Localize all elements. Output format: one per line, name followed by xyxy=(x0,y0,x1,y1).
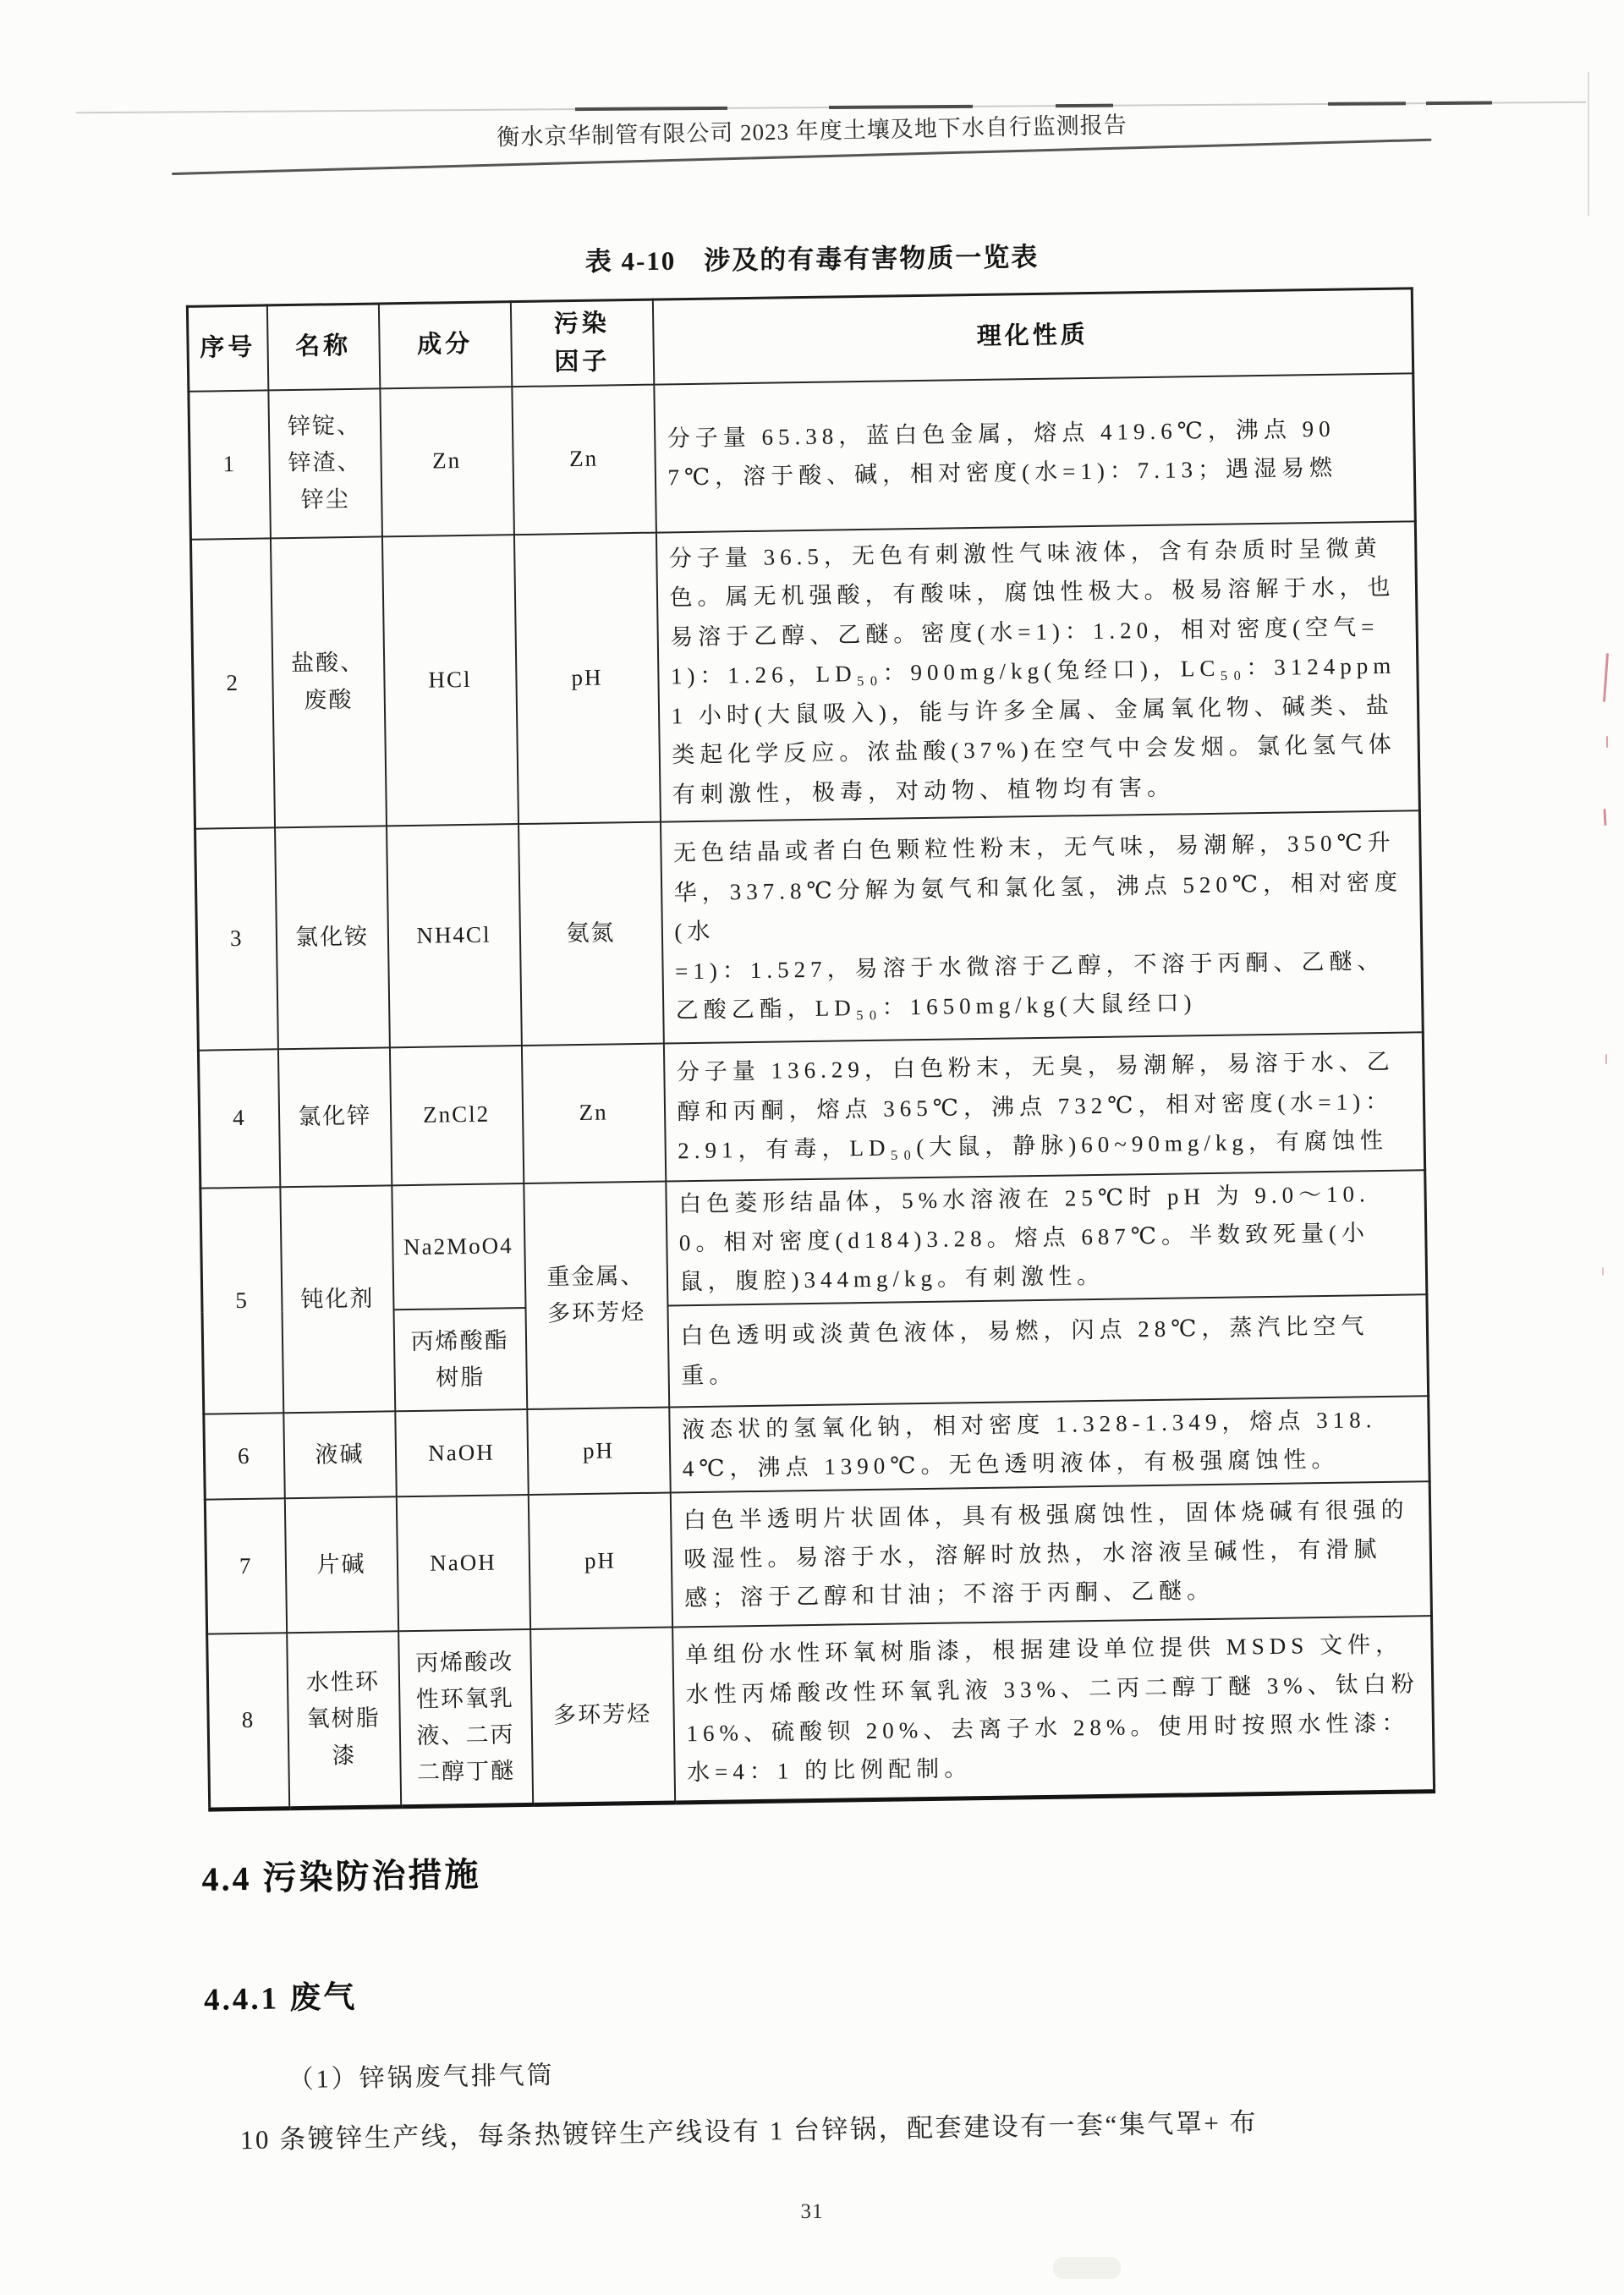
cell-properties: 无色结晶或者白色颗粒性粉末，无气味，易潮解，350℃升华，337.8℃分解为氨气和氯化氢，沸点 520℃，相对密度 (水 =1)：1.527，易溶于水微溶于乙醇，不溶于丙酮、乙醚、乙酸乙酯，LD₅₀：1650mg/kg(大鼠经口) xyxy=(660,810,1423,1043)
header-factor: 污染 因子 xyxy=(510,299,653,386)
cell-name: 水性环 氧树脂 漆 xyxy=(287,1631,401,1809)
cell-name: 液碱 xyxy=(283,1411,396,1498)
page-number: 31 xyxy=(800,2200,824,2223)
cell-component: NaOH xyxy=(396,1495,529,1631)
cell-component: 丙烯酸酯 树脂 xyxy=(393,1308,527,1411)
cell-component: NaOH xyxy=(395,1409,528,1496)
cell-factor: pH xyxy=(528,1492,672,1628)
section-heading-4-4: 4.4 污染防治措施 xyxy=(201,1855,481,1898)
cell-component: HCl xyxy=(381,535,518,826)
header-name: 名称 xyxy=(266,304,379,390)
cell-properties: 单组份水性环氧树脂漆，根据建设单位提供 MSDS 文件，水性丙烯酸改性环氧乳液 33%、二丙二醇丁醚 3%、钛白粉 16%、硫酸钡 20%、去离子水 28%。使用时按照水性漆：水=4：1 的比例配制。 xyxy=(672,1616,1435,1803)
cell-no: 6 xyxy=(204,1413,284,1499)
table-row xyxy=(198,1032,1424,1188)
cell-component: Zn xyxy=(380,387,514,536)
scan-artifact-vertical-line xyxy=(1588,72,1589,216)
scan-artifact-red-mark xyxy=(1606,736,1608,748)
cell-properties: 分子量 136.29，白色粉末，无臭，易潮解，易溶于水、乙醇和丙酮，熔点 365℃，沸点 732℃，相对密度(水=1)：2.91，有毒，LD₅₀(大鼠，静脉)60~90mg/kg，有腐蚀性 xyxy=(663,1032,1424,1181)
cell-no: 7 xyxy=(205,1498,286,1633)
cell-component: NH4Cl xyxy=(387,824,522,1047)
toxic-substances-table xyxy=(186,287,1435,1812)
running-header-title: 衡水京华制管有限公司 2023 年度土壤及地下水自行监测报告 xyxy=(497,112,1128,151)
cell-name: 氯化铵 xyxy=(275,826,390,1049)
scan-artifact-red-mark xyxy=(1602,1267,1604,1276)
table-row xyxy=(189,373,1415,539)
cell-name: 钝化剂 xyxy=(280,1185,395,1413)
cell-factor: 多环芳烃 xyxy=(530,1627,675,1804)
toxic-substances-table-wrap xyxy=(186,287,1433,1811)
list-item-zinc-pot-exhaust: （1）锌锅废气排气筒 xyxy=(288,2061,555,2095)
scan-artifact-red-mark xyxy=(1605,1054,1607,1064)
table-caption: 表 4-10 涉及的有毒有害物质一览表 xyxy=(584,242,1040,277)
cell-factor: Zn xyxy=(512,384,656,534)
cell-name: 氯化锌 xyxy=(277,1047,391,1187)
cell-no: 4 xyxy=(198,1049,279,1188)
table-row xyxy=(195,810,1424,1050)
cell-component: ZnCl2 xyxy=(389,1046,523,1185)
cell-factor: 氨氮 xyxy=(518,821,664,1045)
cell-no: 2 xyxy=(190,538,274,828)
header-component: 成分 xyxy=(378,302,511,388)
cell-name: 盐酸、 废酸 xyxy=(270,536,386,827)
sections-block xyxy=(201,1831,1475,2157)
table-row xyxy=(200,1170,1427,1313)
cell-component: Na2MoO4 xyxy=(392,1183,525,1310)
body-paragraph: 10 条镀锌生产线，每条热镀锌生产线设有 1 台锌锅，配套建设有一套“集气罩+ 布 xyxy=(239,2107,1259,2155)
cell-name: 片碱 xyxy=(284,1496,398,1633)
header-properties: 理化性质 xyxy=(652,288,1413,384)
scan-artifact-red-mark xyxy=(1603,653,1609,702)
cell-name: 锌锭、 锌渣、 锌尘 xyxy=(268,388,382,538)
table-row xyxy=(207,1616,1435,1809)
cell-properties: 分子量 36.5，无色有刺激性气味液体，含有杂质时呈微黄色。属无机强酸，有酸味，腐蚀性极大。极易溶解于水，也易溶于乙醇、乙醚。密度(水=1)：1.20，相对密度(空气=1)：1.26，LD₅₀：900mg/kg(兔经口)，LC₅₀：3124ppm1 小时(大鼠吸入)，能与许多全属、金属氧化物、碱类、盐类起化学反应。浓盐酸(37%)在空气中会发烟。氯化氢气体有刺激性，极毒，对动物、植物均有害。 xyxy=(656,521,1419,821)
cell-no: 3 xyxy=(195,827,278,1050)
scan-artifact-smudge xyxy=(1053,2257,1121,2279)
header-no: 序号 xyxy=(187,305,267,391)
cell-no: 5 xyxy=(200,1187,283,1414)
cell-properties: 分子量 65.38，蓝白色金属，熔点 419.6℃，沸点 907℃，溶于酸、碱，相对密度(水=1)：7.13；遇湿易燃 xyxy=(654,373,1415,532)
cell-no: 1 xyxy=(189,390,271,539)
cell-factor: 重金属、 多环芳烃 xyxy=(524,1181,669,1409)
table-row xyxy=(205,1481,1431,1633)
cell-properties: 白色菱形结晶体，5%水溶液在 25℃时 pH 为 9.0～10.0。相对密度(d184)3.28。熔点 687℃。半数致死量(小鼠，腹腔)344mg/kg。有刺激性。 xyxy=(666,1170,1427,1306)
cell-factor: pH xyxy=(527,1407,670,1494)
cell-component: 丙烯酸改 性环氧乳 液、二丙 二醇丁醚 xyxy=(398,1629,533,1807)
subsection-heading-4-4-1: 4.4.1 废气 xyxy=(203,1979,358,2018)
cell-no: 8 xyxy=(207,1633,289,1809)
cell-properties: 白色透明或淡黄色液体，易燃，闪点 28℃，蒸汽比空气重。 xyxy=(667,1294,1429,1407)
cell-factor: pH xyxy=(513,532,660,823)
cell-factor: Zn xyxy=(521,1043,665,1183)
cell-properties: 液态状的氢氧化钠，相对密度 1.328-1.349，熔点 318.4℃，沸点 1390℃。无色透明液体，有极强腐蚀性。 xyxy=(669,1396,1429,1492)
scan-artifact-red-mark xyxy=(1603,809,1606,826)
table-row xyxy=(190,521,1419,828)
cell-properties: 白色半透明片状固体，具有极强腐蚀性，固体烧碱有很强的吸湿性。易溶于水，溶解时放热，水溶液呈碱性，有滑腻感；溶于乙醇和甘油；不溶于丙酮、乙醚。 xyxy=(670,1481,1431,1627)
